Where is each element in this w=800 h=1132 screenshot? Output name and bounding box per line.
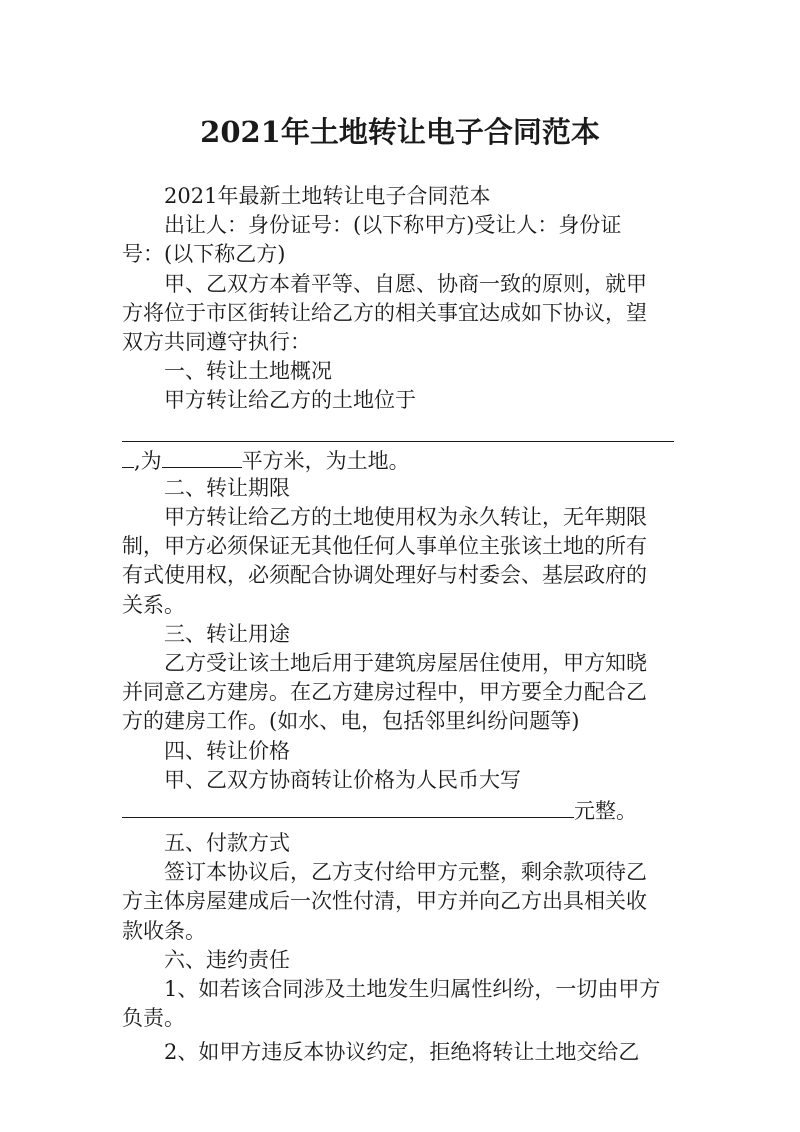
land-area-line [122,445,674,474]
section-heading-price: 四、转让价格 [164,738,290,763]
section-heading-breach: 六、违约责任 [164,947,290,972]
price-blank-underline [122,795,574,818]
term-line-end: 关系。 [122,592,185,617]
blank-underline [122,445,134,468]
payment-line-cont: 方主体房屋建成后一次性付清，甲方并向乙方出具相关收 [122,889,647,914]
section-heading-term: 二、转让期限 [164,475,290,500]
section-heading-overview: 一、转让土地概况 [164,359,332,384]
section-heading-payment: 五、付款方式 [164,830,290,855]
breach-clause-1-end: 负责。 [122,1006,185,1031]
land-area-unit: 平方米，为土地。 [241,448,410,473]
term-line-cont: 制，甲方必须保证无其他任何人事单位主张该土地的所有 [122,534,647,559]
term-line: 甲方转让给乙方的土地使用权为永久转让，无年期限 [164,505,647,530]
term-line-cont: 有式使用权，必须配合协调处理好与村委会、基层政府的 [122,563,647,588]
breach-clause-2: 2、如甲方违反本协议约定，拒绝将转让土地交给乙 [164,1040,640,1065]
breach-clause-1: 1、如若该合同涉及土地发生归属性纠纷，一切由甲方 [164,976,661,1001]
price-amount-line [122,795,674,829]
land-location-blank [122,416,674,445]
land-location-line: 甲方转让给乙方的土地位于 [164,388,416,413]
use-line-cont: 并同意乙方建房。在乙方建房过程中，甲方要全力配合乙 [122,680,647,705]
land-area-label: ,为 [134,448,162,473]
subtitle-line: 2021年最新土地转让电子合同范本 [164,184,491,208]
price-line: 甲、乙双方协商转让价格为人民币大写 [164,767,521,792]
use-line-end: 方的建房工作。(如水、电，包括邻里纠纷问题等) [122,709,580,734]
preamble-line: 甲、乙双方本着平等、自愿、协商一致的原则，就甲 [164,271,647,296]
payment-line-end: 款收条。 [122,918,206,943]
preamble-line-cont: 方将位于市区街转让给乙方的相关事宜达成如下协议，望 [122,300,647,325]
use-line: 乙方受让该土地后用于建筑房屋居住使用，甲方知晓 [164,651,647,675]
parties-line: 出让人：身份证号：(以下称甲方)受让人：身份证 [164,213,622,238]
parties-line-cont: 号：(以下称乙方) [122,242,286,267]
price-unit: 元整。 [574,798,637,823]
section-heading-use: 三、转让用途 [164,621,290,646]
area-blank-underline [162,445,242,468]
preamble-line-end: 双方共同遵守执行： [122,329,311,354]
payment-line: 签订本协议后，乙方支付给甲方元整，剩余款项待乙 [164,860,647,885]
document-title: 2021年土地转让电子合同范本 [200,115,600,149]
document-body [122,182,674,1067]
